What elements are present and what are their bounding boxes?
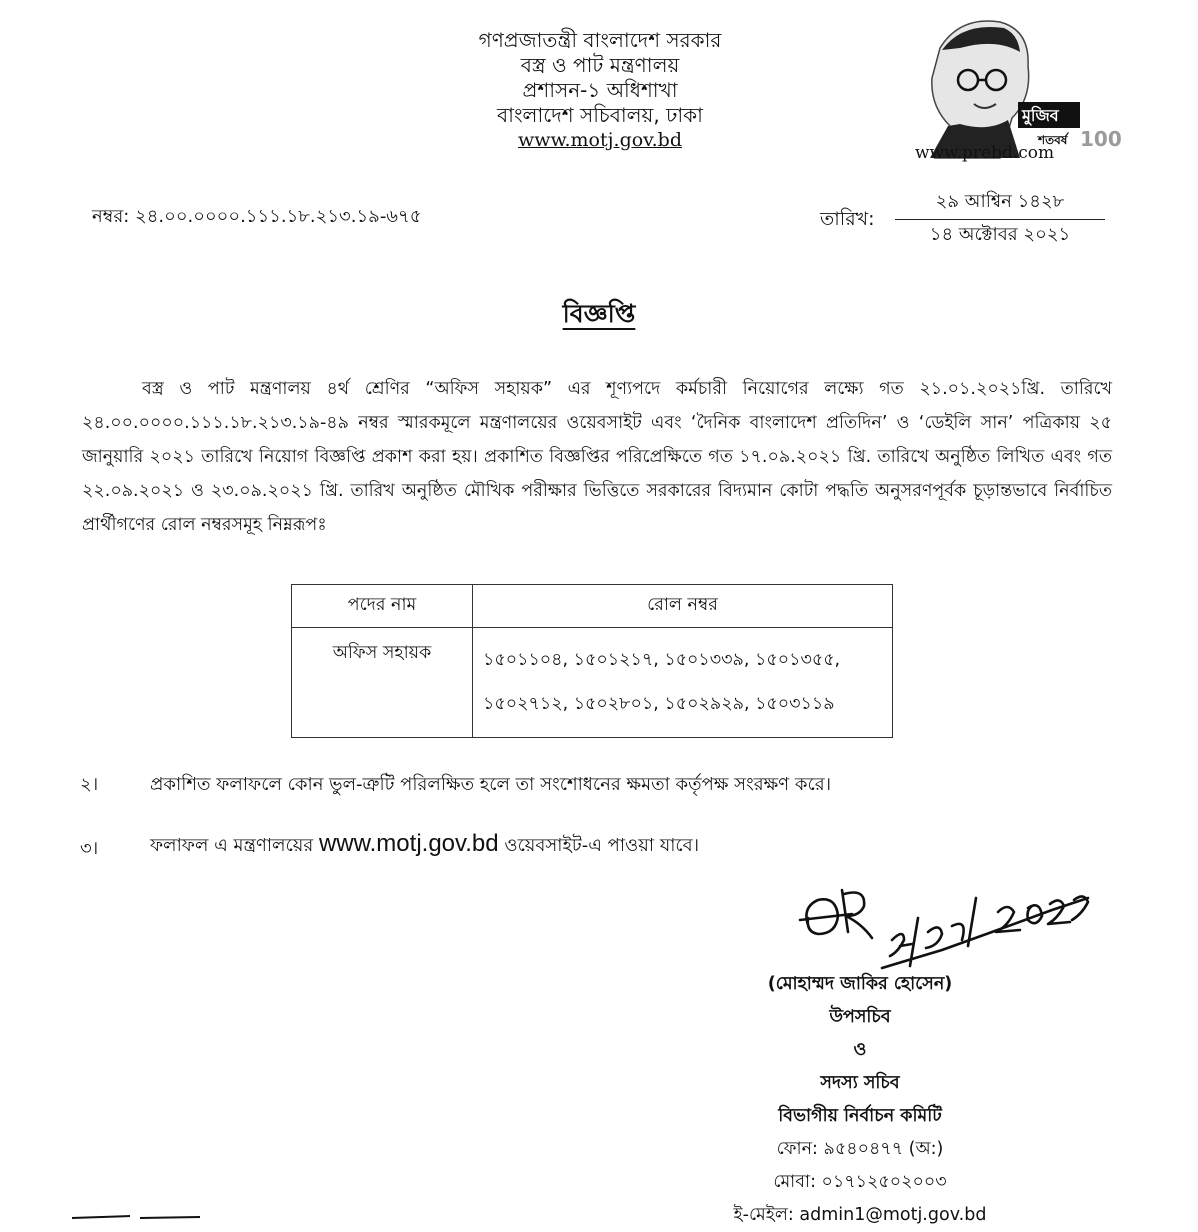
signatory-designation: উপসচিব	[829, 1007, 891, 1027]
point-2-text: প্রকাশিত ফলাফলে কোন ভুল-ত্রুটি পরিলক্ষিত হলে তা সংশোধনের ক্ষমতা কর্তৃপক্ষ সংরক্ষণ করে।	[150, 774, 832, 795]
signatory-mobile: মোবা: ০১৭১২৫০২০০৩	[773, 1172, 947, 1192]
roll-numbers-cell	[473, 628, 893, 738]
header-roll-number: রোল নম্বর	[473, 585, 893, 628]
point-3-website-link[interactable]: www.motj.gov.bd	[318, 830, 499, 857]
point-2-number: ২।	[80, 774, 99, 795]
post-name-cell: অফিস সহায়ক	[292, 628, 473, 738]
results-table	[291, 584, 893, 738]
date-block	[895, 187, 1105, 250]
point-3-text-before: ফলাফল এ মন্ত্রণালয়ের	[150, 835, 319, 856]
header-line-ministry: বস্ত্র ও পাট মন্ত্রণালয়	[520, 53, 680, 77]
date-english: ১৪ অক্টোবর ২০২১	[929, 224, 1071, 245]
point-3-text	[150, 830, 699, 862]
signatory-phone: ফোন: ৯৫৪০৪৭৭ (অ:)	[776, 1139, 944, 1159]
roll-line: ১৫০১১০৪, ১৫০১২১৭, ১৫০১৩৩৯, ১৫০১৩৫৫,	[483, 650, 841, 670]
ministry-header	[380, 28, 820, 153]
date-label: তারিখ:	[820, 208, 875, 230]
notice-title-wrap	[0, 294, 1198, 337]
signatory-conjunction: ও	[853, 1040, 867, 1060]
signatory-name: (মোহাম্মদ জাকির হোসেন)	[767, 974, 953, 994]
signature-block	[690, 968, 1030, 1232]
memo-number: নম্বর: ২৪.০০.০০০০.১১১.১৮.২১৩.১৯-৬৭৫	[92, 206, 422, 227]
date-bangla: ২৯ আশ্বিন ১৪২৮	[895, 187, 1105, 220]
mujib-centenary-logo	[900, 8, 1122, 158]
signatory-email[interactable]: ই-মেইল: admin1@motj.gov.bd	[733, 1205, 987, 1225]
header-line-section: প্রশাসন-১ অধিশাখা	[522, 78, 678, 102]
table-header-row	[292, 585, 893, 628]
cutoff-text-fragment	[70, 1210, 210, 1224]
svg-text:মুজিব: মুজিব	[1022, 106, 1059, 125]
handwritten-signature	[792, 870, 1092, 980]
signatory-role: সদস্য সচিব	[820, 1073, 900, 1093]
notice-title: বিজ্ঞপ্তি	[562, 299, 636, 328]
table-row	[292, 628, 893, 738]
point-3-number: ৩।	[80, 838, 99, 859]
header-website-link[interactable]: www.motj.gov.bd	[517, 129, 683, 151]
signatory-committee: বিভাগীয় নির্বাচন কমিটি	[778, 1106, 942, 1126]
notice-body-paragraph: বস্ত্র ও পাট মন্ত্রণালয় ৪র্থ শ্রেণির “অফিস সহায়ক” এর শূণ্যপদে কর্মচারী নিয়োগের লক্ষ্যে গত ২১.০১.২০২১খ্রি. তারিখে ২৪.০০.০০০০.১১১.১৮.২১৩.১৯-৪৯ নম্বর স্মারকমূলে মন্ত্রণালয়ের ওয়েবসাইট এবং ‘দৈনিক বাংলাদেশ প্রতিদিন’ ও ‘ডেইলি সান’ পত্রিকায় ২৫ জানুয়ারি ২০২১ তারিখে নিয়োগ বিজ্ঞপ্তি প্রকাশ করা হয়। প্রকাশিত বিজ্ঞপ্তির পরিপ্রেক্ষিতে গত ১৭.০৯.২০২১ খ্রি. তারিখে অনুষ্ঠিত লিখিত এবং গত ২২.০৯.২০২১ ও ২৩.০৯.২০২১ খ্রি. তারিখ অনুষ্ঠিত মৌখিক পরীক্ষার ভিত্তিতে সরকারের বিদ্যমান কোটা পদ্ধতি অনুসরণপূর্বক চূড়ান্তভাবে নির্বাচিত প্রার্থীগণের রোল নম্বরসমূহ নিম্নরূপঃ	[82, 379, 1112, 535]
header-post-name: পদের নাম	[292, 585, 473, 628]
header-line-government: গণপ্রজাতন্ত্রী বাংলাদেশ সরকার	[478, 28, 722, 52]
header-line-secretariat: বাংলাদেশ সচিবালয়, ঢাকা	[497, 103, 703, 127]
watermark-text: www.prebd.com	[915, 143, 1055, 163]
svg-text:100: 100	[1080, 127, 1122, 151]
svg-text:শতবর্ষ: শতবর্ষ	[1038, 133, 1068, 147]
roll-line: ১৫০২৭১২, ১৫০২৮০১, ১৫০২৯২৯, ১৫০৩১১৯	[483, 694, 835, 714]
point-3-text-after: ওয়েবসাইট-এ পাওয়া যাবে।	[498, 835, 700, 856]
